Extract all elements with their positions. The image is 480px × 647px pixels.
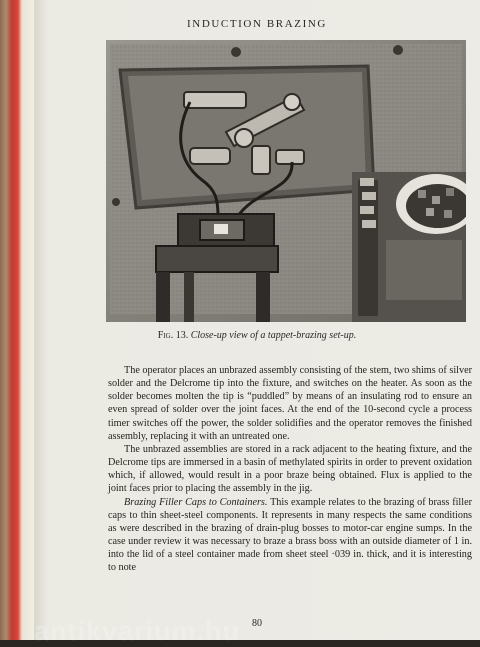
watermark: antikvarium.hu [34,616,241,646]
running-head: INDUCTION BRAZING [187,18,327,30]
figure-label: Fig. 13. [157,330,189,341]
paragraph-text: This example relates to the brazing of brass filler caps to thin sheet-steel components. It represents in many respects the same conditions as were described in the brazing of drain-plug bosses to motor-car engine sumps. In the case under review it was necessary to braze a brass boss with an outside diameter of 1 in. into the lid of a steel container made from sheet steel ·039 in. thick, and it is interesting to note [108,496,472,574]
figure-photo [106,40,466,322]
section-run-in-heading: Brazing Filler Caps to Containers. [124,496,268,508]
body-text [108,364,472,575]
book-spine-edge [0,0,34,640]
paragraph-text: The unbrazed assemblies are stored in a rack adjacent to the heating fixture, and the Delcrome tips are immersed in a basin of methylated spirits in order to prevent oxidation which, if allowed, would result in a poor braze being obtained. Flux is applied to the joint faces prior to placing the assembly in the jig. [108,443,472,495]
figure-caption-text: Close-up view of a tappet-brazing set-up. [190,330,357,341]
paragraph [108,496,472,575]
figure-caption [34,330,480,341]
paragraph [108,443,472,496]
tappet-brazing-setup-image [106,40,466,322]
paragraph [108,364,472,443]
paragraph-text: The operator places an unbrazed assembly consisting of the stem, two shims of silver solder and the Delcrome tip into the fixture, and switches on the heater. As soon as the solder becomes molten the tip is “puddled” by means of an insulating rod to ensure an even spread of solder over the joint faces. At the end of the 10-second cycle a process timer switches off the power, the solder solidifies and the operator removes the finished assembly, replacing it with an untreated one. [108,365,472,442]
book-page [34,0,480,640]
page-number: 80 [252,618,262,629]
